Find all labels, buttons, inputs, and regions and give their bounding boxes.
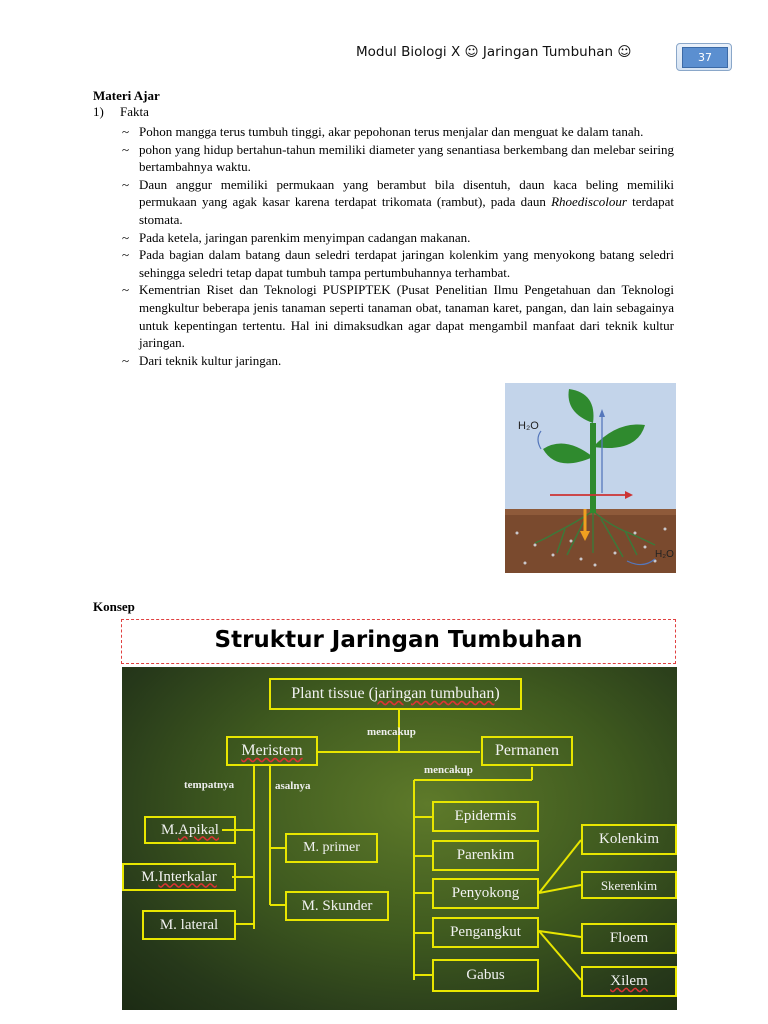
list-item: ~ pohon yang hidup bertahun-tahun memiliki diameter yang senantiasa berkembang dan melebar seiring bertambahnya waktu. [122, 141, 674, 175]
h2o-label-bottom: H₂O [655, 549, 674, 560]
list-item: ~ Dari teknik kultur jaringan. [122, 352, 282, 368]
diagram-title: Struktur Jaringan Tumbuhan [121, 619, 676, 664]
node-epidermis: Epidermis [432, 801, 539, 832]
node-gabus: Gabus [432, 959, 539, 992]
concept-map [122, 667, 677, 1010]
list-item: ~ Pohon mangga terus tumbuh tinggi, akar pepohonan terus menjalar dan menguat ke dalam tanah. [122, 124, 644, 139]
node-parenkim: Parenkim [432, 840, 539, 871]
section-title-konsep: Konsep [93, 599, 135, 614]
list-item: ~ Daun anggur memiliki permukaan yang berambut bila disentuh, daun kaca beling memiliki permukaan yang agak kasar karena terdapat trikomata (rambut), pada daun Rhoediscolour terdapat stomata. [122, 176, 675, 227]
node-skerenkim: Skerenkim [581, 871, 677, 899]
page-number: 37 [682, 47, 728, 68]
node-floem: Floem [581, 923, 677, 954]
list-item: ~ Kementrian Riset dan Teknologi PUSPIPTEK (Pusat Penelitian Ilmu Pengetahuan dan Teknologi mengkultur beberapa jenis tanaman seperti tanaman obat, tanaman karet, pangan, dan lain sebagainya untuk kepentingan tertentu. Hal ini dimaksudkan agar dapat mengambil manfaat dari teknik kultur jaringan. [122, 282, 674, 351]
node-m-skunder: M. Skunder [285, 891, 389, 921]
link-label-tempatnya: tempatnya [184, 779, 235, 791]
node-m-interkalar: M. Interkalar [122, 863, 236, 891]
module-header: Modul Biologi X ☺ Jaringan Tumbuhan ☺ [356, 44, 632, 60]
item-number: 1) [93, 104, 104, 119]
item-label: Fakta [120, 104, 149, 119]
item-fakta [93, 104, 149, 120]
list-item: ~ Pada bagian dalam batang daun seledri terdapat jaringan kolenkim yang menyokong batang seledri sehingga seledri tetap dapat tumbuh tampa pertumbuhannya terhambat. [122, 247, 674, 280]
node-permanen: Permanen [481, 736, 573, 766]
node-m-apikal: M. Apikal [144, 816, 236, 844]
link-label-mencakup-2: mencakup [424, 764, 473, 776]
node-m-primer: M. primer [285, 833, 378, 863]
node-kolenkim: Kolenkim [581, 824, 677, 855]
node-xilem: Xilem [581, 966, 677, 997]
plant-illustration [505, 383, 676, 573]
link-label-asalnya: asalnya [275, 780, 311, 792]
section-title-materi: Materi Ajar [93, 88, 160, 103]
list-item: ~ Pada ketela, jaringan parenkim menyimpan cadangan makanan. [122, 229, 471, 245]
node-m-lateral: M. lateral [142, 910, 236, 940]
node-meristem: Meristem [226, 736, 318, 766]
node-plant-tissue: Plant tissue ( jaringan tumbuhan ) [269, 678, 522, 710]
node-penyokong: Penyokong [432, 878, 539, 909]
h2o-label-top: H₂O [518, 420, 539, 432]
fact-list [122, 123, 674, 369]
link-label-mencakup: mencakup [367, 726, 416, 738]
node-pengangkut: Pengangkut [432, 917, 539, 948]
page-number-badge [676, 43, 732, 71]
